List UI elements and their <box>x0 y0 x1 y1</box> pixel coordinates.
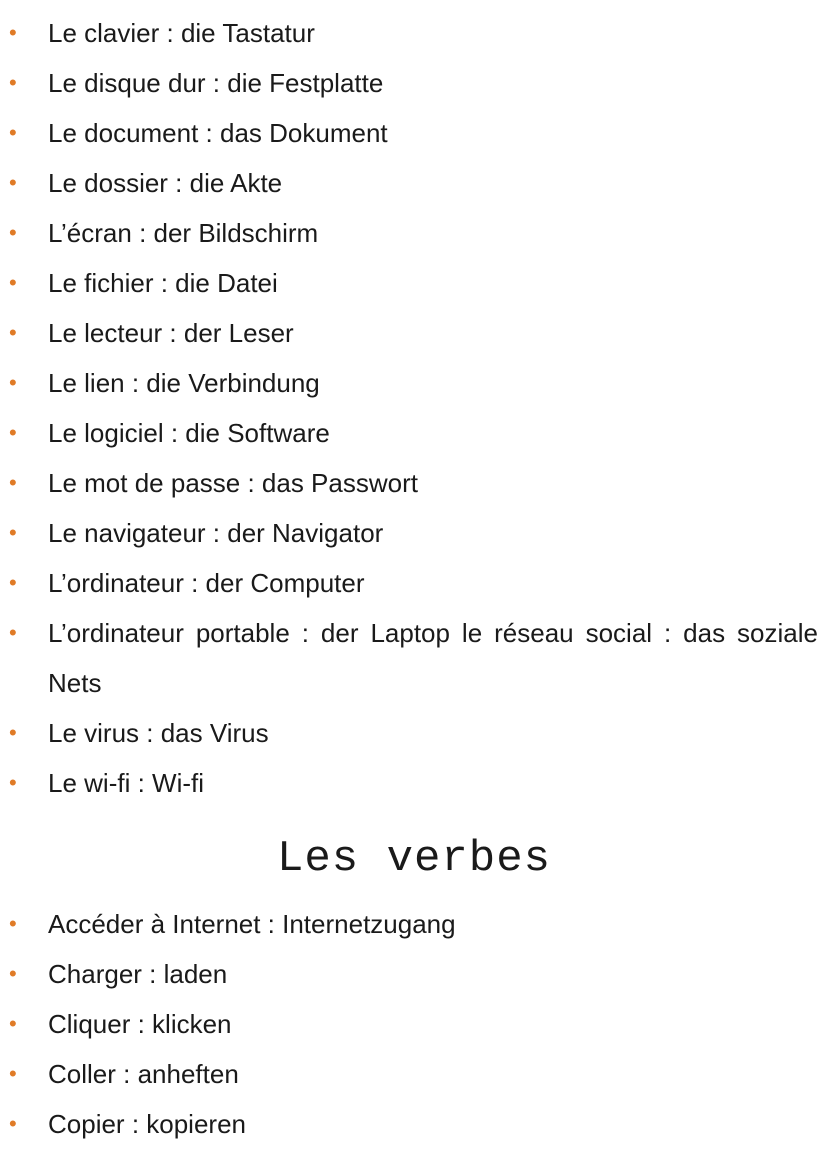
list-item <box>0 999 828 1049</box>
list-item <box>0 708 828 758</box>
bullet-icon: • <box>9 1061 17 1086</box>
list-item-text: Le dossier : die Akte <box>48 168 283 198</box>
bullet-icon: • <box>9 1011 17 1036</box>
bullet-icon: • <box>9 270 17 295</box>
list-item <box>0 408 828 458</box>
bullet-icon: • <box>9 720 17 745</box>
list-item-text: Le navigateur : der Navigator <box>48 518 384 548</box>
list-item-text: Coller : anheften <box>48 1059 239 1089</box>
list-item-text: Copier : kopieren <box>48 1109 246 1139</box>
bullet-icon: • <box>9 570 17 595</box>
list-item <box>0 208 828 258</box>
list-item-text: Le logiciel : die Software <box>48 418 330 448</box>
verbs-section-title: Les verbes <box>276 834 552 884</box>
list-item <box>0 108 828 158</box>
list-item <box>0 258 828 308</box>
bullet-icon: • <box>9 420 17 445</box>
list-item-text: Le document : das Dokument <box>48 118 388 148</box>
bullet-icon: • <box>9 520 17 545</box>
bullet-icon: • <box>9 320 17 345</box>
list-item <box>0 1099 828 1149</box>
list-item <box>0 308 828 358</box>
bullet-icon: • <box>9 961 17 986</box>
list-item-text: Le wi-fi : Wi-fi <box>48 768 204 798</box>
nouns-list <box>0 8 828 808</box>
bullet-icon: • <box>9 170 17 195</box>
bullet-icon: • <box>9 20 17 45</box>
list-item <box>0 58 828 108</box>
bullet-icon: • <box>9 1111 17 1136</box>
list-item-text: Charger : laden <box>48 959 228 989</box>
list-item-text: L’ordinateur : der Computer <box>48 568 365 598</box>
bullet-icon: • <box>9 470 17 495</box>
list-item-text: Accéder à Internet : Internetzugang <box>48 909 456 939</box>
verbs-list <box>0 899 828 1149</box>
list-item-text: Le lien : die Verbindung <box>48 368 320 398</box>
bullet-icon: • <box>9 620 17 645</box>
list-item <box>0 558 828 608</box>
list-item <box>0 8 828 58</box>
list-item <box>0 899 828 949</box>
list-item-text: Cliquer : klicken <box>48 1009 232 1039</box>
list-item-text: Le fichier : die Datei <box>48 268 278 298</box>
bullet-icon: • <box>9 911 17 936</box>
list-item <box>0 158 828 208</box>
bullet-icon: • <box>9 220 17 245</box>
list-item <box>0 1049 828 1099</box>
list-item <box>0 949 828 999</box>
list-item <box>0 508 828 558</box>
list-item <box>0 458 828 508</box>
list-item-text: Le clavier : die Tastatur <box>48 18 315 48</box>
bullet-icon: • <box>9 70 17 95</box>
list-item-text: L’écran : der Bildschirm <box>48 218 319 248</box>
list-item <box>0 358 828 408</box>
bullet-icon: • <box>9 370 17 395</box>
list-item-text: L’ordinateur portable : der Laptop le réseau social : das soziale Nets <box>48 618 818 698</box>
list-item <box>0 608 828 708</box>
list-item-text: Le lecteur : der Leser <box>48 318 294 348</box>
bullet-icon: • <box>9 770 17 795</box>
bullet-icon: • <box>9 120 17 145</box>
list-item-text: Le mot de passe : das Passwort <box>48 468 418 498</box>
list-item-text: Le virus : das Virus <box>48 718 269 748</box>
list-item-text: Le disque dur : die Festplatte <box>48 68 384 98</box>
list-item <box>0 758 828 808</box>
